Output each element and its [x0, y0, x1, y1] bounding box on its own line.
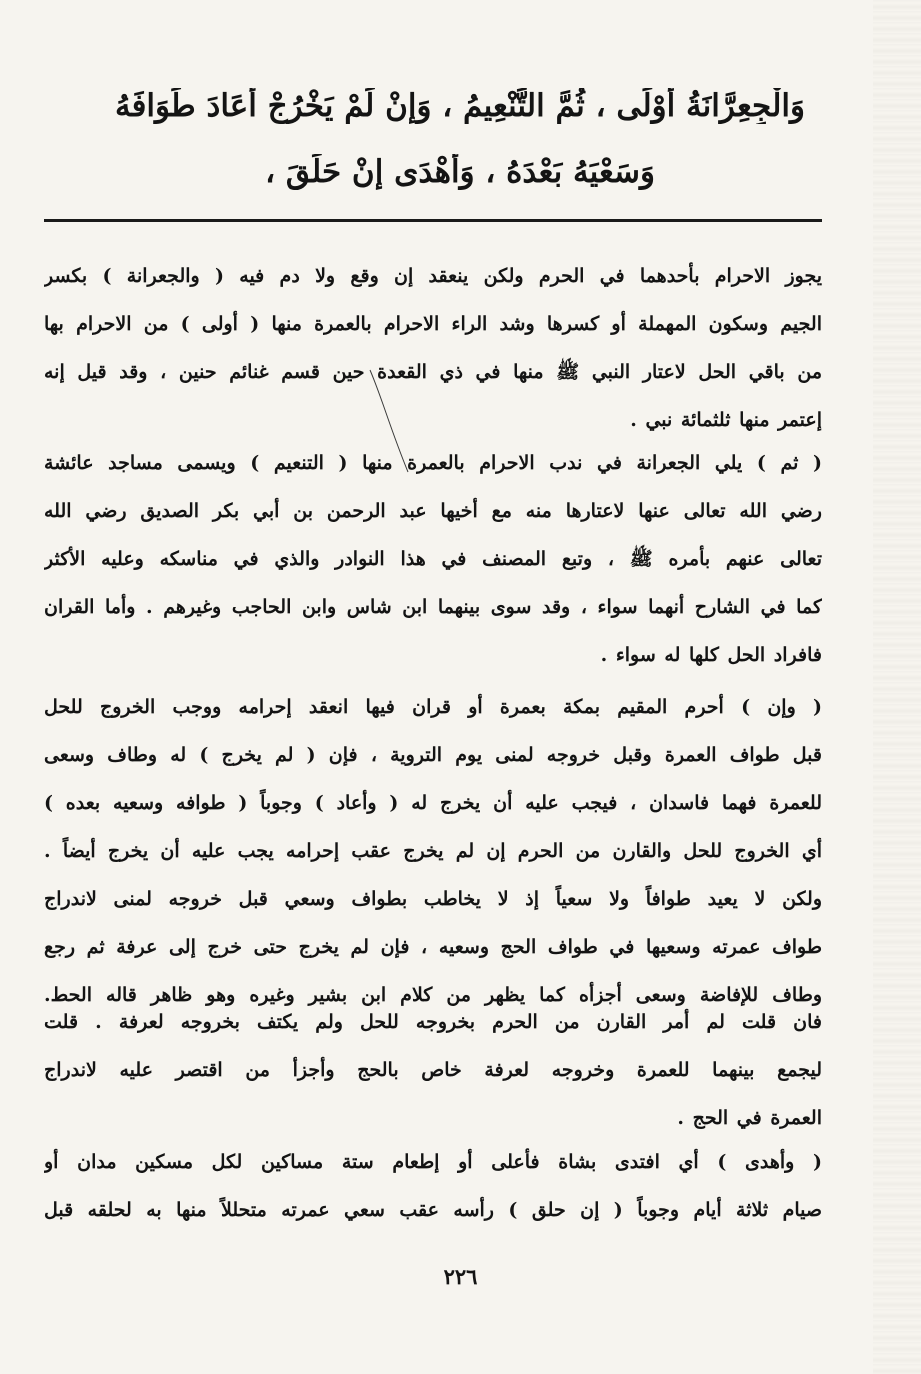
text-line: صيام ثلاثة أيام وجوباً ( إن حلق ) رأسه عقب سعي عمرته متحللاً منها به لحلقه قبل — [44, 1199, 822, 1221]
text-line: من باقي الحل لاعتار النبي ﷺ منها في ذي القعدة حين قسم غنائم حنين ، وقد قيل إنه — [44, 361, 822, 383]
commentary-paragraph-3 — [44, 685, 822, 1021]
text-line: يجوز الاحرام بأحدهما في الحرم ولكن ينعقد إن وقع ولا دم فيه ( والجعرانة ) بكسر — [44, 265, 822, 287]
text-line: ولكن لا يعيد طوافاً ولا سعياً إذ لا يخاطب بطواف وسعي قبل خروجه لمنى لاندراج — [44, 888, 822, 910]
text-line: قبل طواف العمرة وقبل خروجه لمنى يوم التروية ، فإن ( لم يخرج ) له وطاف وسعى — [44, 744, 822, 766]
text-line: الجيم وسكون المهملة أو كسرها وشد الراء الاحرام بالعمرة منها ( أولى ) من الاحرام بها — [44, 313, 822, 335]
text-line: للعمرة فهما فاسدان ، فيجب عليه أن يخرج له ( وأعاد ) وجوباً ( طوافه وسعيه بعده ) — [44, 792, 822, 814]
commentary-paragraph-2 — [44, 441, 822, 681]
text-line: إعتمر منها ثلثمائة نبي . — [630, 409, 822, 431]
commentary-paragraph-4 — [44, 1000, 822, 1144]
text-line: فافراد الحل كلها له سواء . — [600, 644, 822, 666]
commentary-paragraph-5 — [44, 1140, 822, 1236]
text-line: ( ثم ) يلي الجعرانة في ندب الاحرام بالعمرة منها ( التنعيم ) ويسمى مساجد عائشة — [44, 452, 822, 474]
text-line: كما في الشارح أنهما سواء ، وقد سوى بينهما ابن شاس وابن الحاجب وغيرهم . وأما القران — [44, 596, 822, 618]
text-line: تعالى عنهم بأمره ﷺ ، وتبع المصنف في هذا النوادر والذي في مناسكه وعليه الأكثر — [44, 548, 822, 570]
matn-line-1: وَالْجِعِرَّانَةُ أَوْلَى ، ثُمَّ التَّنْعِيمُ ، وَإِنْ لَمْ يَخْرُجْ أَعَادَ طَوَافَهُ — [114, 88, 805, 124]
text-line: رضي الله تعالى عنها لاعتارها منه مع أخيها عبد الرحمن بن أبي بكر الصديق رضي الله — [44, 500, 822, 522]
text-line: أي الخروج للحل والقارن من الحرم إن لم يخرج عقب إحرامه يجب عليه أن يخرج أيضاً . — [44, 840, 822, 862]
scan-edge-noise — [873, 0, 921, 1374]
page-number: ٢٢٦ — [443, 1264, 478, 1289]
text-line: ( وإن ) أحرم المقيم بمكة بعمرة أو قران فيها انعقد إحرامه ووجب الخروج للحل — [44, 696, 822, 718]
matn-line-2: وَسَعْيَهُ بَعْدَهُ ، وَأَهْدَى إِنْ حَلَقَ ، — [265, 154, 655, 190]
commentary-paragraph-1 — [44, 254, 822, 446]
text-line: ( وأهدى ) أي افتدى بشاة فأعلى أو إطعام ستة مساكين لكل مسكين مدان أو — [44, 1151, 822, 1173]
horizontal-rule — [44, 219, 822, 222]
text-line: فان قلت لم أمر القارن من الحرم بخروجه للحل ولم يكتف بخروجه لعرفة . قلت — [44, 1011, 822, 1033]
text-line: طواف عمرته وسعيها في طواف الحج وسعيه ، فإن لم يخرج حتى خرج إلى عرفة ثم رجع — [44, 936, 822, 958]
text-line: وطاف للإفاضة وسعى أجزأه كما يظهر من كلام ابن بشير وغيره وهو ظاهر قاله الحط. — [44, 984, 822, 1006]
text-line: العمرة في الحج . — [677, 1107, 822, 1129]
text-line: ليجمع بينهما للعمرة وخروجه لعرفة خاص بالحج وأجزأ من اقتصر عليه لاندراج — [44, 1059, 822, 1081]
